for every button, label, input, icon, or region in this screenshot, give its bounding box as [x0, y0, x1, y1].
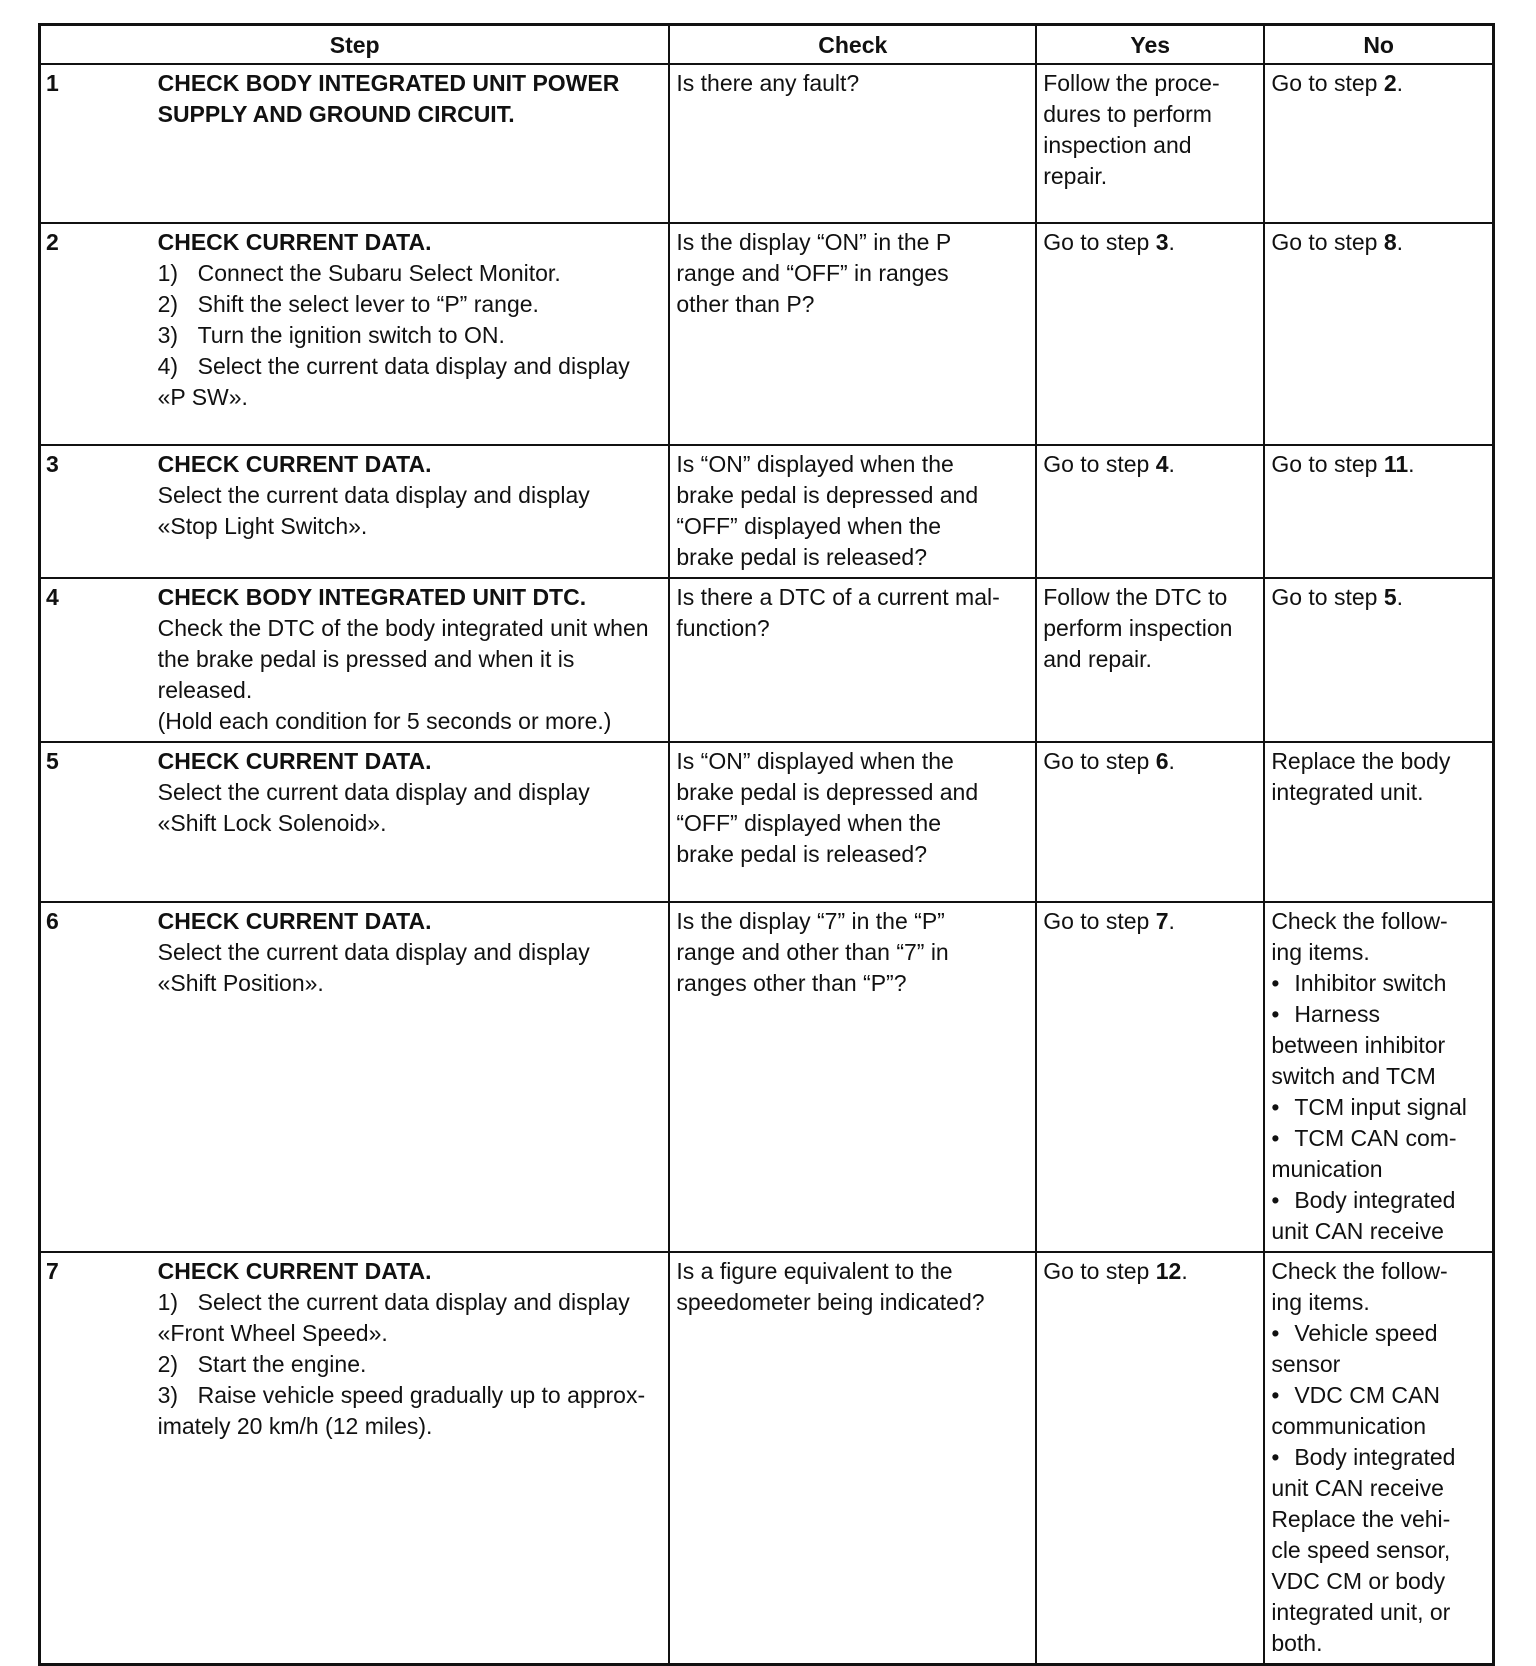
bullet-text: Harness: [1294, 1001, 1380, 1027]
check-text: Is a figure equivalent to the: [676, 1258, 953, 1284]
no-cell: [1264, 742, 1493, 902]
no-text: Check the follow-: [1271, 1258, 1448, 1284]
step-number: 6: [40, 902, 156, 1252]
no-text: Replace the body: [1271, 748, 1451, 774]
bullet-icon: •: [1271, 1444, 1280, 1470]
substep-text: Start the engine.: [197, 1351, 367, 1377]
bullet-icon: •: [1271, 1094, 1280, 1120]
bullet-icon: •: [1271, 970, 1280, 996]
header-check: Check: [669, 25, 1036, 65]
no-text: Replace the vehi-: [1271, 1506, 1451, 1532]
no-cell: [1264, 64, 1493, 223]
step-number: 4: [40, 578, 156, 742]
step-description: [156, 1252, 670, 1665]
bullet-icon: •: [1271, 1382, 1280, 1408]
no-text: VDC CM or body: [1271, 1568, 1446, 1594]
step-body-line: Select the current data display and display: [157, 939, 590, 965]
no-cell: [1264, 902, 1493, 1252]
yes-goto-text: Go to step: [1043, 1258, 1156, 1284]
yes-cell: [1036, 742, 1264, 902]
header-no: No: [1264, 25, 1493, 65]
step-body-line: «Front Wheel Speed».: [157, 1320, 388, 1346]
bullet-text-cont: sensor: [1271, 1351, 1341, 1377]
yes-goto-text: Go to step: [1043, 229, 1156, 255]
step-description: [156, 223, 670, 445]
yes-text: repair.: [1043, 163, 1108, 189]
header-yes: Yes: [1036, 25, 1264, 65]
yes-goto-step: 4: [1155, 451, 1169, 477]
step-body-line: imately 20 km/h (12 miles).: [157, 1413, 433, 1439]
step-body-line: «Stop Light Switch».: [157, 513, 368, 539]
bullet-text-cont: munication: [1271, 1156, 1383, 1182]
no-goto-text: Go to step: [1271, 584, 1384, 610]
bullet-item: [1271, 1123, 1487, 1154]
no-goto-step: 8: [1383, 229, 1397, 255]
bullet-item: [1271, 999, 1487, 1030]
substep: [158, 1349, 664, 1380]
step-title-line: CHECK CURRENT DATA.: [157, 451, 432, 477]
no-goto-text: Go to step: [1271, 451, 1384, 477]
check-cell: [669, 64, 1036, 223]
check-text: function?: [676, 615, 770, 641]
step-body-line: Check the DTC of the body integrated unit when: [157, 615, 649, 641]
substep-number: 2): [157, 1351, 179, 1377]
bullet-text: Body integrated: [1294, 1444, 1456, 1470]
no-cell: [1264, 223, 1493, 445]
step-title-line: CHECK BODY INTEGRATED UNIT DTC.: [157, 584, 587, 610]
no-goto-suffix: .: [1408, 451, 1415, 477]
check-text: ranges other than “P”?: [676, 970, 907, 996]
check-text: Is the display “7” in the “P”: [676, 908, 945, 934]
step-body-line: released.: [157, 677, 253, 703]
no-goto-suffix: .: [1396, 584, 1404, 610]
bullet-item: [1271, 1092, 1487, 1123]
yes-goto-step: 3: [1155, 229, 1169, 255]
bullet-text: TCM CAN com-: [1294, 1125, 1457, 1151]
substep: [158, 1287, 664, 1318]
yes-cell: [1036, 223, 1264, 445]
check-text: brake pedal is released?: [676, 544, 927, 570]
no-goto-text: Go to step: [1271, 229, 1384, 255]
table-row: [40, 742, 1494, 902]
header-step: Step: [40, 25, 670, 65]
yes-goto-step: 7: [1155, 908, 1169, 934]
substep: [158, 258, 664, 289]
table-row: [40, 1252, 1494, 1665]
yes-cell: [1036, 578, 1264, 742]
step-body-line: «P SW».: [157, 384, 248, 410]
no-goto-step: 2: [1383, 70, 1397, 96]
bullet-text: Inhibitor switch: [1294, 970, 1447, 996]
step-description: [156, 742, 670, 902]
bullet-text: TCM input signal: [1294, 1094, 1467, 1120]
substep-number: 1): [157, 1289, 179, 1315]
step-title-line: CHECK CURRENT DATA.: [157, 1258, 432, 1284]
bullet-item: [1271, 1442, 1487, 1473]
header-row: [40, 25, 1494, 65]
step-body-line: (Hold each condition for 5 seconds or more.): [157, 708, 612, 734]
check-text: Is “ON” displayed when the: [676, 451, 954, 477]
table-row: [40, 578, 1494, 742]
step-body-line: «Shift Position».: [157, 970, 324, 996]
bullet-text: Vehicle speed: [1294, 1320, 1438, 1346]
bullet-item: [1271, 1318, 1487, 1349]
no-text: Check the follow-: [1271, 908, 1448, 934]
check-text: brake pedal is released?: [676, 841, 927, 867]
no-goto-suffix: .: [1396, 229, 1404, 255]
bullet-text-cont: switch and TCM: [1271, 1063, 1436, 1089]
yes-text: Follow the DTC to: [1043, 584, 1228, 610]
substep: [158, 320, 664, 351]
no-goto-suffix: .: [1396, 70, 1404, 96]
bullet-icon: •: [1271, 1125, 1280, 1151]
step-number: 3: [40, 445, 156, 578]
substep: [158, 351, 664, 382]
substep: [158, 1380, 664, 1411]
yes-goto-suffix: .: [1168, 748, 1175, 774]
no-text: ing items.: [1271, 939, 1370, 965]
step-title-line: CHECK CURRENT DATA.: [157, 229, 432, 255]
step-description: [156, 64, 670, 223]
diagnosis-table: [38, 23, 1495, 1666]
check-cell: [669, 223, 1036, 445]
bullet-item: [1271, 968, 1487, 999]
substep-text: Connect the Subaru Select Monitor.: [197, 260, 561, 286]
step-title-line: CHECK BODY INTEGRATED UNIT POWER: [157, 70, 620, 96]
bullet-item: [1271, 1185, 1487, 1216]
check-text: brake pedal is depressed and: [676, 482, 979, 508]
yes-text: inspection and: [1043, 132, 1192, 158]
step-number: 2: [40, 223, 156, 445]
substep-text: Shift the select lever to “P” range.: [197, 291, 539, 317]
bullet-text-cont: unit CAN receive: [1271, 1218, 1444, 1244]
step-body-line: «Shift Lock Solenoid».: [157, 810, 387, 836]
bullet-icon: •: [1271, 1001, 1280, 1027]
no-cell: [1264, 578, 1493, 742]
yes-goto-suffix: .: [1181, 1258, 1188, 1284]
yes-goto-suffix: .: [1168, 908, 1175, 934]
check-text: range and “OFF” in ranges: [676, 260, 949, 286]
substep-number: 4): [157, 353, 179, 379]
no-text: integrated unit.: [1271, 779, 1424, 805]
yes-text: and repair.: [1043, 646, 1152, 672]
no-text: both.: [1271, 1630, 1323, 1656]
substep-text: Select the current data display and display: [197, 353, 630, 379]
substep-number: 2): [157, 291, 179, 317]
step-body-line: Select the current data display and display: [157, 482, 590, 508]
substep-text: Raise vehicle speed gradually up to approx-: [197, 1382, 646, 1408]
step-title-line: SUPPLY AND GROUND CIRCUIT.: [157, 101, 515, 127]
substep-number: 3): [157, 322, 179, 348]
check-cell: [669, 902, 1036, 1252]
step-number: 5: [40, 742, 156, 902]
step-title-line: CHECK CURRENT DATA.: [157, 748, 432, 774]
substep: [158, 289, 664, 320]
table-row: [40, 902, 1494, 1252]
no-text: integrated unit, or: [1271, 1599, 1451, 1625]
step-body-line: Select the current data display and display: [157, 779, 590, 805]
check-text: other than P?: [676, 291, 815, 317]
bullet-text-cont: unit CAN receive: [1271, 1475, 1444, 1501]
yes-text: dures to perform: [1043, 101, 1212, 127]
step-title-line: CHECK CURRENT DATA.: [157, 908, 432, 934]
no-goto-step: 5: [1383, 584, 1397, 610]
no-cell: [1264, 445, 1493, 578]
substep-text: Select the current data display and display: [197, 1289, 630, 1315]
check-cell: [669, 445, 1036, 578]
check-text: Is there any fault?: [676, 70, 860, 96]
substep-number: 1): [157, 260, 179, 286]
check-text: Is “ON” displayed when the: [676, 748, 954, 774]
table-row: [40, 64, 1494, 223]
step-body-line: the brake pedal is pressed and when it is: [157, 646, 575, 672]
no-goto-step: 11: [1383, 451, 1409, 477]
check-cell: [669, 742, 1036, 902]
no-cell: [1264, 1252, 1493, 1665]
bullet-text: Body integrated: [1294, 1187, 1456, 1213]
check-text: Is the display “ON” in the P: [676, 229, 952, 255]
bullet-icon: •: [1271, 1187, 1280, 1213]
no-text: ing items.: [1271, 1289, 1370, 1315]
check-text: brake pedal is depressed and: [676, 779, 979, 805]
check-cell: [669, 1252, 1036, 1665]
bullet-text-cont: communication: [1271, 1413, 1426, 1439]
check-text: Is there a DTC of a current mal-: [676, 584, 1000, 610]
yes-goto-text: Go to step: [1043, 748, 1156, 774]
table-row: [40, 223, 1494, 445]
check-text: range and other than “7” in: [676, 939, 949, 965]
check-text: “OFF” displayed when the: [676, 513, 941, 539]
step-description: [156, 578, 670, 742]
yes-text: Follow the proce-: [1043, 70, 1220, 96]
step-description: [156, 902, 670, 1252]
check-cell: [669, 578, 1036, 742]
no-text: cle speed sensor,: [1271, 1537, 1451, 1563]
step-description: [156, 445, 670, 578]
no-goto-text: Go to step: [1271, 70, 1384, 96]
table-row: [40, 445, 1494, 578]
yes-text: perform inspection: [1043, 615, 1233, 641]
check-text: “OFF” displayed when the: [676, 810, 941, 836]
yes-goto-step: 6: [1155, 748, 1169, 774]
yes-cell: [1036, 64, 1264, 223]
check-text: speedometer being indicated?: [676, 1289, 985, 1315]
substep-text: Turn the ignition switch to ON.: [197, 322, 505, 348]
yes-goto-suffix: .: [1168, 229, 1175, 255]
substep-number: 3): [157, 1382, 179, 1408]
bullet-text-cont: between inhibitor: [1271, 1032, 1446, 1058]
yes-goto-text: Go to step: [1043, 451, 1156, 477]
yes-goto-text: Go to step: [1043, 908, 1156, 934]
yes-goto-suffix: .: [1168, 451, 1175, 477]
step-number: 7: [40, 1252, 156, 1665]
yes-goto-step: 12: [1155, 1258, 1182, 1284]
bullet-icon: •: [1271, 1320, 1280, 1346]
yes-cell: [1036, 445, 1264, 578]
bullet-text: VDC CM CAN: [1294, 1382, 1440, 1408]
yes-cell: [1036, 1252, 1264, 1665]
bullet-item: [1271, 1380, 1487, 1411]
yes-cell: [1036, 902, 1264, 1252]
step-number: 1: [40, 64, 156, 223]
